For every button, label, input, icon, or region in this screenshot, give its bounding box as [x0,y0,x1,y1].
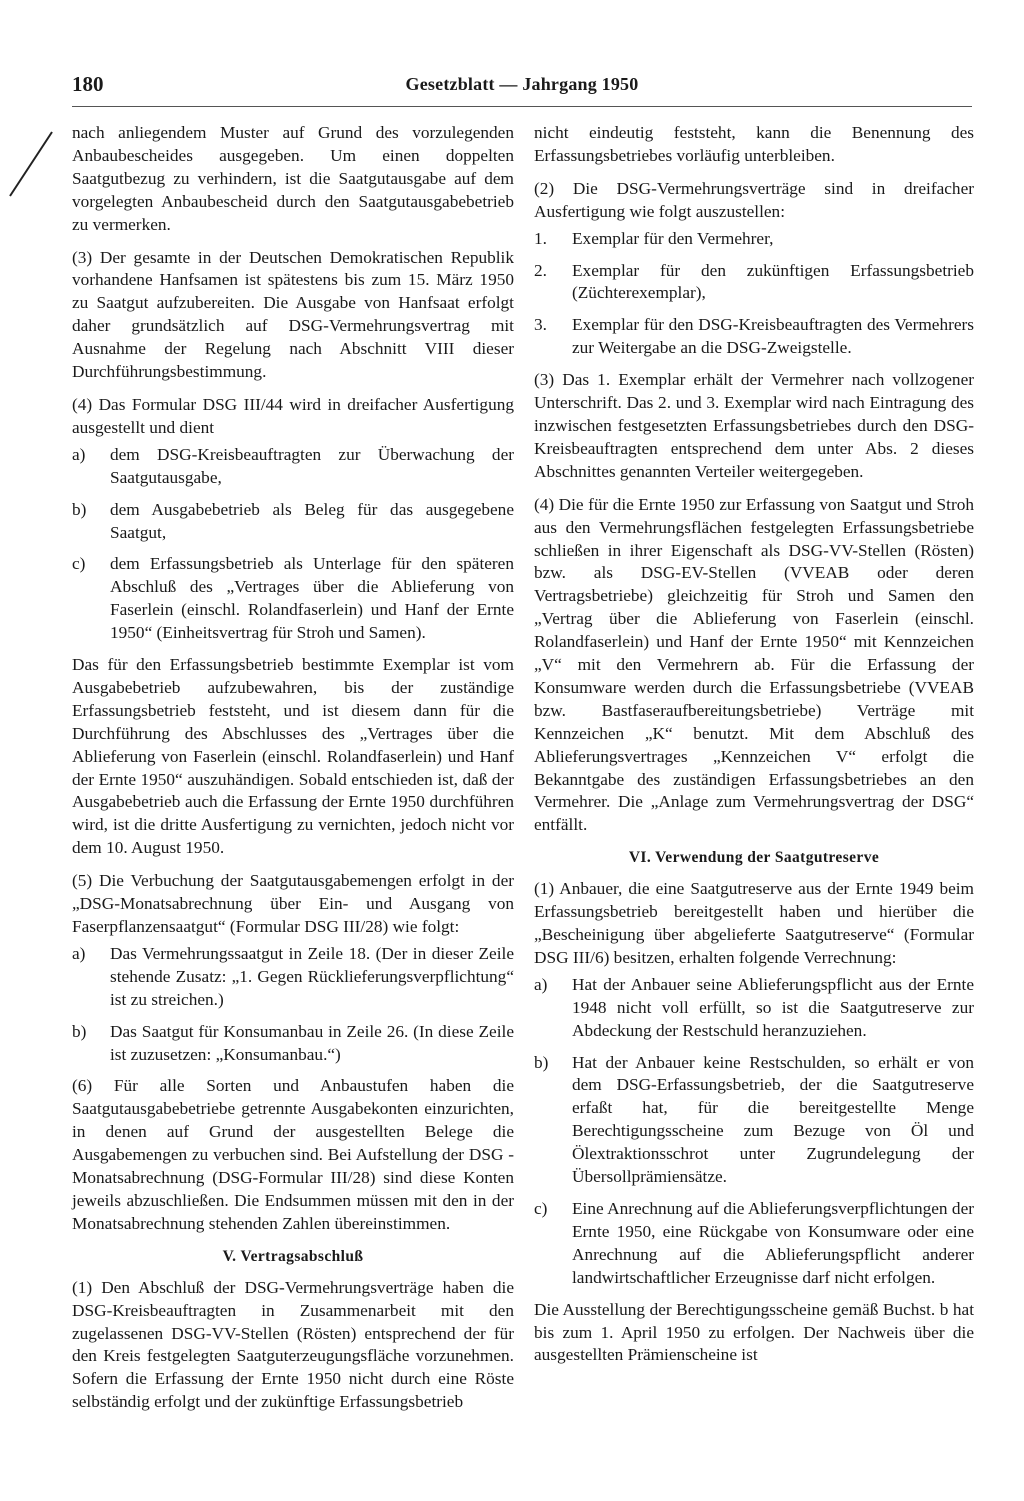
list-item-text: Hat der Anbauer seine Ablieferungspflicht aus der Ernte 1948 nicht voll erfüllt, so ist die Saatgutreserve zur Abdeckung der Restschuld heranzuziehen. [572,974,974,1040]
paragraph-6-ausgabekonten: (6) Für alle Sorten und Anbaustufen haben die Saatgutausgabebetriebe getrennte Ausgabekonten einzurichten, in denen auf Grund der ausgestellten Belege die Ausgabemengen zu verbuchen sind. Bei Aufstellung der DSG - Monatsabrechnung (DSG-Formular III/28) sind diese Konten jeweils abzuschließen. Die Endsummen müssen mit den in der Monatsabrechnung stehenden Zahlen übereinstimmen. [72,1076,514,1233]
list-item-label: b) [72,499,87,519]
list-item-label: a) [534,974,548,994]
paragraph-2-ausfertigung: (2) Die DSG-Vermehrungsverträge sind in dreifacher Ausfertigung wie folgt auszustellen: [534,178,974,221]
list-item [534,1052,974,1189]
paragraph-berechtigungsscheine: Die Ausstellung der Berechtigungsscheine gemäß Buchst. b hat bis zum 1. April 1950 zu erfolgen. Der Nachweis über die ausgestellten Prämienscheine ist [534,1299,974,1365]
list-item-label: 3. [534,315,547,335]
paragraph-vi1-anbauer: (1) Anbauer, die eine Saatgutreserve aus der Ernte 1949 beim Erfassungsbetrieb bereitgestellt haben und hierüber die „Bescheinigung über abgelieferte Saatgutreserve“ (Formular DSG III/6) besitzen, erhalten folgende Verrechnung: [534,879,974,967]
list-item-label: 1. [534,228,547,248]
running-title: Gesetzblatt — Jahrgang 1950 [405,74,639,94]
list-item [534,1198,974,1290]
paragraph-v1-vertragsabschluss: (1) Den Abschluß der DSG-Vermehrungsverträge haben die DSG-Kreisbeauftragten in Zusammenarbeit mit den zugelassenen DSG-VV-Stellen (Rösten) entsprechend der für den Kreis festgelegten Saatguterzeugungsfläche vorzunehmen. Sofern die Erfassung der Ernte 1950 nicht durch eine Röste selbständig erfolgt und der zukünftige Erfassungsbetrieb [72,1277,514,1412]
paragraph-4-erfassungsbetriebe: (4) Die für die Ernte 1950 zur Erfassung von Saatgut und Stroh aus den Vermehrungsflächen festgelegten Erfassungsbetriebe schließen in ihrer Eigenschaft als DSG-VV-Stellen (Rösten) bzw. als DSG-EV-Stellen (VVEAB oder deren Vertragsbetriebe) gleichzeitig für Stroh und Samen den „Vertrag über die Ablieferung von Faserlein (einschl. Rolandfaserlein) und Hanf der Ernte 1950“ mit Kennzeichen „V“ mit den Vermehrern ab. Für die Erfassung der Konsumware werden durch die Erfassungsbetriebe (VVEAB bzw. Bastfaseraufbereitungsbetriebe) Verträge mit Kennzeichen „K“ benutzt. Mit dem Abschluß des Ablieferungsvertrages „Kennzeichen V“ erfolgt die Bekanntgabe des zuständigen Erfassungsbetriebes an den Vermehrer. Die „Anlage zum Vermehrungsvertrag der DSG“ entfällt. [534,494,974,835]
paragraph-continuation: nicht eindeutig feststeht, kann die Benennung des Erfassungsbetriebes vorläufig unterbleiben. [534,123,974,165]
list-item [72,499,514,545]
paragraph-4-formular: (4) Das Formular DSG III/44 wird in dreifacher Ausfertigung ausgestellt und dient [72,394,514,437]
list-item-text: Hat der Anbauer keine Restschulden, so erhält er von dem DSG-Erfassungsbetrieb, der die Saatgutreserve erfaßt hat, für die bereitgestellte Menge Berechtigungsscheine zum Bezuge von Öl und Ölextraktionsschrot unter Zugrundelegung der Übersollprämiensätze. [572,1052,974,1187]
paragraph-continuation: nach anliegendem Muster auf Grund des vorzulegenden Anbaubescheides ausgegeben. Um einen doppelten Saatgutbezug zu verhindern, ist die Saatgutausgabe auf dem vorgelegten Anbaubescheid durch den Saatgutausgabebetrieb zu vermerken. [72,123,514,234]
list-item-label: a) [72,943,86,963]
list-item-text: Das Saatgut für Konsumanbau in Zeile 26. (In diese Zeile ist zuzusetzen: „Konsumanbau.“) [110,1021,514,1064]
list-item-text: Das Vermehrungssaatgut in Zeile 18. (Der in dieser Zeile stehende Zusatz: „1. Gegen Rücklieferungsverpflichtung“ ist zu streichen.) [110,943,514,1009]
list-item [72,943,514,1012]
list-item-text: Eine Anrechnung auf die Ablieferungsverpflichtungen der Ernte 1950, eine Rückgabe von Konsumware oder eine Anrechnung auf die Ablieferungspflicht anderer landwirtschaftlicher Erzeugnisse darf nicht erfolgen. [572,1198,974,1287]
list-item-text: Exemplar für den Vermehrer, [572,228,774,248]
list-item-text: dem DSG-Kreisbeauftragten zur Überwachung der Saatgutausgabe, [110,444,514,487]
paragraph-5-verbuchung: (5) Die Verbuchung der Saatgutausgabemengen erfolgt in der „DSG-Monatsabrechnung über Ein- und Ausgang von Faserpflanzensaatgut“ (Formular DSG III/28) wie folgt: [72,871,514,936]
list-item-label: a) [72,444,86,464]
paragraph-3-exemplar: (3) Das 1. Exemplar erhält der Vermehrer nach vollzogener Unterschrift. Das 2. und 3. Exemplar wird nach Eintragung des inzwischen festgesetzten Erfassungsbetriebes durch den DSG-Kreisbeauftragten entsprechend dem unter Abs. 2 dieses Abschnittes genannten Verteiler weitergegeben. [534,370,974,481]
list-item-text: Exemplar für den DSG-Kreisbeauftragten des Vermehrers zur Weitergabe an die DSG-Zweigstelle. [572,315,974,358]
list-item-label: 2. [534,260,547,280]
page-header [72,72,972,102]
list-item [72,444,514,490]
list-item [72,1021,514,1067]
list-item-label: c) [72,554,86,574]
paragraph-exemplar: Das für den Erfassungsbetrieb bestimmte Exemplar ist vom Ausgabebetrieb aufzubewahren, bis der zuständige Erfassungsbetrieb feststeht, und ist diesem dann für die Durchführung des Abschlusses des „Vertrages über die Ablieferung von Faserlein (einschl. Rolandfaserlein) und Hanf der Ernte 1950“ auszuhändigen. Sobald entschieden ist, daß der Ausgabebetrieb auch die Erfassung der Ernte 1950 durchführen wird, ist die dritte Ausfertigung zu vernichten, jedoch nicht vor dem 10. August 1950. [72,655,514,858]
list-item-label: c) [534,1198,548,1218]
section-heading-vi: VI. Verwendung der Saatgutreserve [628,849,880,867]
list-item [72,553,514,645]
margin-pen-mark [6,122,66,202]
header-rule [72,106,972,107]
list-item-text: dem Erfassungsbetrieb als Unterlage für den späteren Abschluß des „Vertrages über die Ablieferung von Faserlein (einschl. Rolandfaserlein) und Hanf der Ernte 1950“ (Einheitsvertrag für Stroh und Samen). [110,554,514,643]
left-column [72,122,514,1424]
list-item [534,314,974,360]
list-item-text: dem Ausgabebetrieb als Beleg für das ausgegebene Saatgut, [110,499,514,542]
list-item [534,228,974,251]
list-item-text: Exemplar für den zukünftigen Erfassungsbetrieb (Züchterexemplar), [572,260,974,303]
list-item [534,260,974,306]
paragraph-3-hanfsamen: (3) Der gesamte in der Deutschen Demokratischen Republik vorhandene Hanfsamen ist spätestens bis zum 15. März 1950 zu Saatgut aufzubereiten. Die Ausgabe von Hanfsaat erfolgt daher grundsätzlich auf DSG-Vermehrungsvertrag mit Ausnahme der Regelung nach Abschnitt VIII dieser Durchführungsbestimmung. [72,247,514,382]
page-number: 180 [72,72,104,96]
right-column [534,122,974,1377]
section-heading-v: V. Vertragsabschluß [222,1247,364,1265]
list-item-label: b) [534,1052,549,1072]
list-item-label: b) [72,1021,87,1041]
list-item [534,974,974,1043]
